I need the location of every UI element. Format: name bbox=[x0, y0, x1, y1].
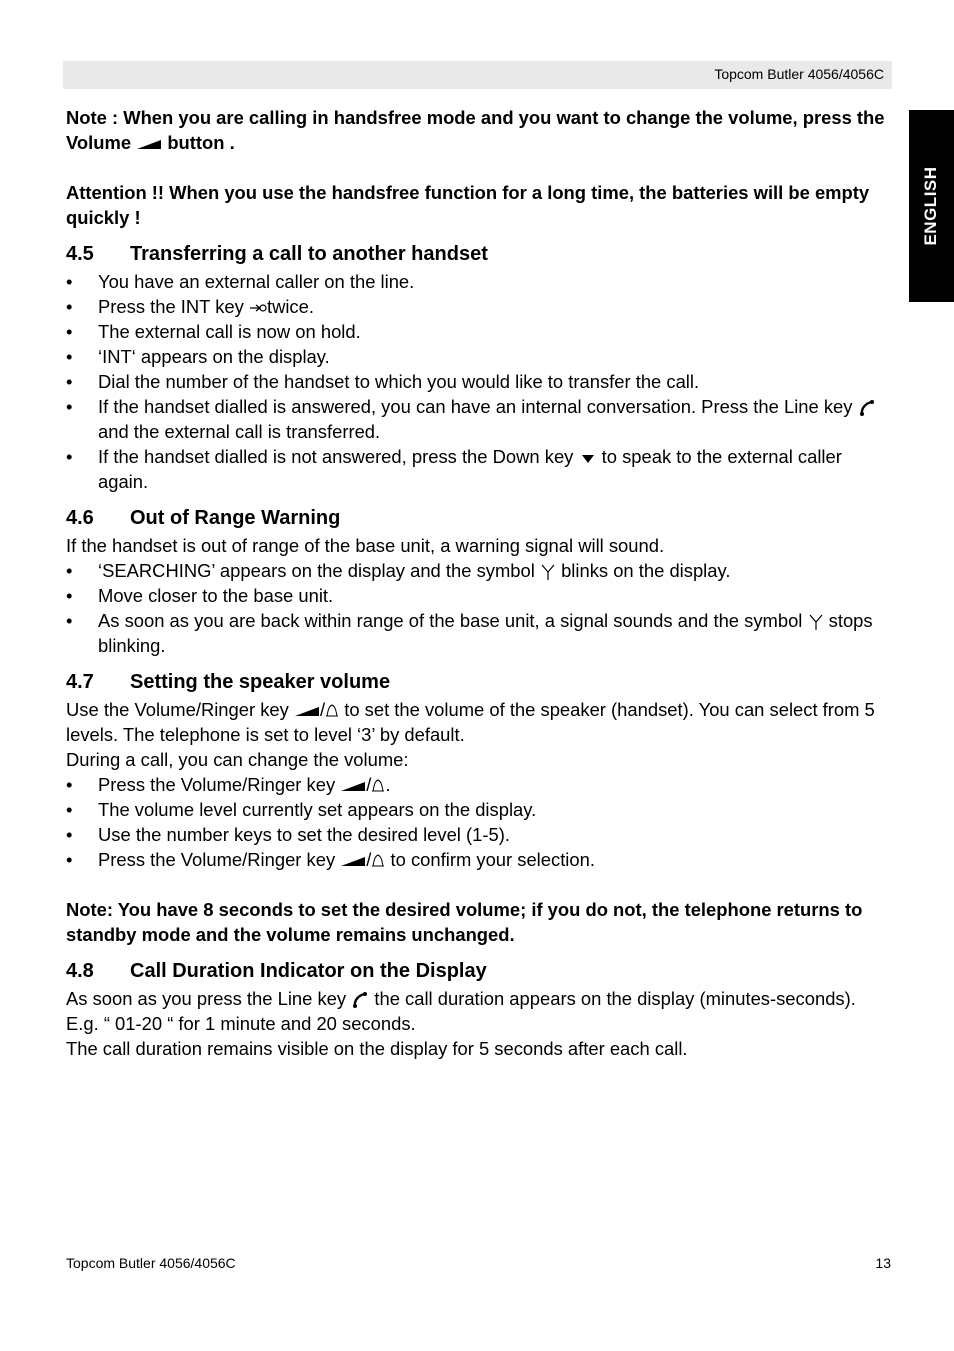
antenna-icon bbox=[808, 613, 824, 631]
list-item bbox=[66, 797, 892, 822]
section-title: Setting the speaker volume bbox=[130, 671, 391, 693]
list-item-text: to speak to the external caller again. bbox=[98, 446, 842, 492]
paragraph-text: As soon as you press the Line key bbox=[66, 988, 347, 1009]
line-key-handset-icon bbox=[858, 399, 876, 417]
attention-note: Attention !! When you use the handsfree function for a long time, the batteries will be empty quickly ! bbox=[66, 182, 870, 228]
section-4-6-list bbox=[66, 558, 892, 658]
section-4-6-intro: If the handset is out of range of the base unit, a warning signal will sound. bbox=[66, 535, 665, 556]
section-title: Out of Range Warning bbox=[130, 507, 341, 529]
language-tab bbox=[909, 110, 954, 302]
section-4-8-example: E.g. “ 01-20 “ for 1 minute and 20 seconds. bbox=[66, 1013, 416, 1034]
list-item-text: and the external call is transferred. bbox=[98, 421, 381, 442]
volume-ramp-icon bbox=[294, 705, 320, 717]
handsfree-note bbox=[66, 105, 892, 155]
section-4-6-heading bbox=[66, 494, 892, 533]
list-item-text: twice. bbox=[266, 296, 314, 317]
section-title: Transferring a call to another handset bbox=[130, 243, 488, 265]
list-item bbox=[66, 822, 892, 847]
volume-ramp-icon bbox=[136, 138, 162, 150]
list-item-text: Dial the number of the handset to which you would like to transfer the call. bbox=[98, 371, 700, 392]
list-item: • Press the Volume/Ringer key / to confirm your selection. bbox=[66, 847, 892, 872]
list-item bbox=[66, 344, 892, 369]
down-arrow-icon bbox=[579, 452, 597, 464]
list-item-text: blinks on the display. bbox=[561, 560, 731, 581]
list-item-text: Press the INT key bbox=[98, 296, 244, 317]
list-item-text: As soon as you are back within range of the base unit, a signal sounds and the symbol bbox=[98, 610, 803, 631]
list-item-text: You have an external caller on the line. bbox=[98, 271, 415, 292]
list-item bbox=[66, 269, 892, 294]
list-item-text: to confirm your selection. bbox=[390, 849, 595, 870]
bell-icon bbox=[371, 853, 385, 869]
list-item bbox=[66, 294, 892, 319]
list-item-text: If the handset dialled is not answered, press the Down key bbox=[98, 446, 574, 467]
volume-note: Note: You have 8 seconds to set the desired volume; if you do not, the telephone returns to standby mode and the volume remains unchanged. bbox=[66, 899, 863, 945]
header-bar bbox=[63, 61, 892, 89]
list-item-text: ‘SEARCHING’ appears on the display and the symbol bbox=[98, 560, 535, 581]
list-item bbox=[66, 444, 892, 494]
list-item bbox=[66, 558, 892, 583]
paragraph-text: Use the Volume/Ringer key bbox=[66, 699, 289, 720]
section-4-8-paragraph bbox=[66, 986, 892, 1011]
int-key-icon bbox=[249, 302, 267, 314]
section-4-5-list bbox=[66, 269, 892, 494]
section-4-8-heading bbox=[66, 947, 892, 986]
list-item bbox=[66, 394, 892, 444]
section-4-7-heading bbox=[66, 658, 892, 697]
bell-icon bbox=[325, 703, 339, 719]
volume-ramp-icon bbox=[340, 855, 366, 867]
section-4-7-paragraph-2: During a call, you can change the volume: bbox=[66, 749, 409, 770]
antenna-icon bbox=[540, 563, 556, 581]
language-tab-label: ENGLISH bbox=[921, 166, 940, 246]
section-4-7-list bbox=[66, 772, 892, 872]
line-key-handset-icon bbox=[351, 991, 369, 1009]
section-title: Call Duration Indicator on the Display bbox=[130, 960, 487, 982]
handsfree-note-text-a: Note : When you are calling in handsfree mode and you want to change the volume, press the Volume bbox=[66, 107, 885, 153]
section-number: 4.5 bbox=[66, 243, 94, 265]
paragraph-text: to set the volume of the speaker (handset). You can select from 5 levels. The telephone is set to level ‘3’ by default. bbox=[66, 699, 875, 745]
list-item-text: If the handset dialled is answered, you can have an internal conversation. Press the Line key bbox=[98, 396, 853, 417]
list-item bbox=[66, 319, 892, 344]
list-item-text: Press the Volume/Ringer key bbox=[98, 774, 336, 795]
list-item-text: stops blinking. bbox=[98, 610, 873, 656]
section-4-7-paragraph: Use the Volume/Ringer key / to set the volume of the speaker (handset). You can select from 5 levels. The telephone is set to level ‘3’ by default. bbox=[66, 699, 875, 745]
section-number: 4.7 bbox=[66, 671, 94, 693]
section-number: 4.8 bbox=[66, 960, 94, 982]
handsfree-note-text-b: button . bbox=[167, 132, 235, 153]
page-content bbox=[66, 105, 892, 1061]
section-4-5-heading bbox=[66, 230, 892, 269]
list-item-text: Move closer to the base unit. bbox=[98, 585, 334, 606]
list-item bbox=[66, 608, 892, 658]
bell-icon bbox=[371, 778, 385, 794]
paragraph-text: the call duration appears on the display (minutes-seconds). bbox=[374, 988, 856, 1009]
list-item: • Press the Volume/Ringer key / . bbox=[66, 772, 892, 797]
header-title: Topcom Butler 4056/4056C bbox=[714, 66, 884, 82]
volume-ramp-icon bbox=[340, 780, 366, 792]
list-item-text: Use the number keys to set the desired level (1-5). bbox=[98, 824, 510, 845]
footer-title: Topcom Butler 4056/4056C bbox=[66, 1255, 236, 1271]
list-item-text: Press the Volume/Ringer key bbox=[98, 849, 336, 870]
list-item-text: The external call is now on hold. bbox=[98, 321, 361, 342]
list-item-text: The volume level currently set appears on the display. bbox=[98, 799, 537, 820]
list-item bbox=[66, 369, 892, 394]
list-item-text: ‘INT‘ appears on the display. bbox=[98, 346, 330, 367]
list-item bbox=[66, 583, 892, 608]
page-number: 13 bbox=[875, 1255, 891, 1271]
section-number: 4.6 bbox=[66, 507, 94, 529]
section-4-8-paragraph-3: The call duration remains visible on the display for 5 seconds after each call. bbox=[66, 1038, 688, 1059]
list-item-text: . bbox=[385, 774, 391, 795]
